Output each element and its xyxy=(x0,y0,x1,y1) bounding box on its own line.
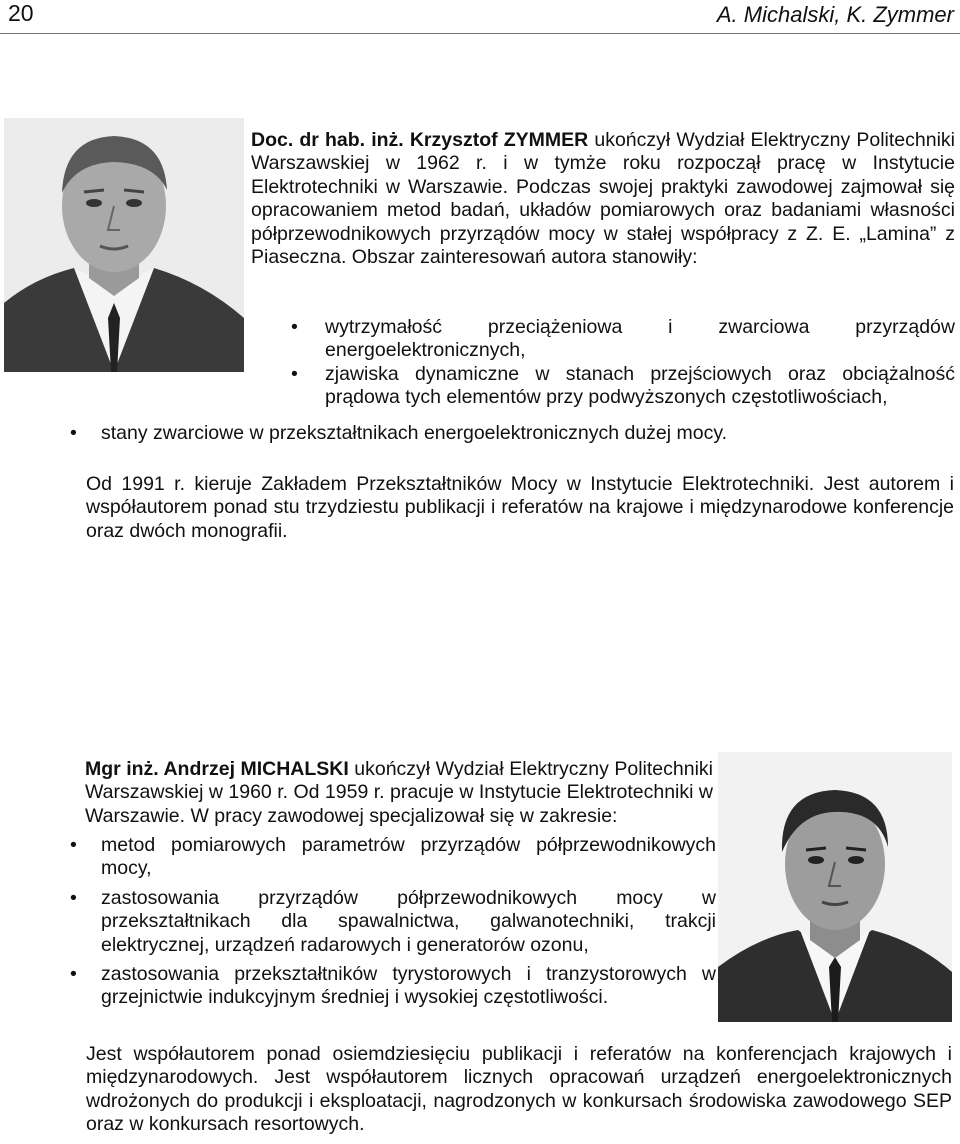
michalski-intro-text: ukończył Wydział Elektryczny Politechniki Warszawskiej w 1960 r. Od 1959 r. pracuje w Instytucie Elektrotechniki w Warszawie. W pracy zawodowej specjalizował się w zakresie: xyxy=(85,758,713,827)
michalski-career-text: Jest współautorem ponad osiemdziesięciu publikacji i referatów na konferencjach krajowych i międzynarodowych. Jest współautorem licznych opracowań urządzeń energoelektronicznych wdrożonych do produkcji i eksploatacji, nagrodzonych w konkursach środowiska zawodowego SEP oraz w konkursach resortowych. xyxy=(86,1043,952,1136)
page-number: 20 xyxy=(8,0,34,26)
zymmer-career-text: Od 1991 r. kieruje Zakładem Przekształtników Mocy w Instytucie Elektrotechniki. Jest autorem i współautorem ponad stu trzydziestu publikacji i referatów na krajowe i międzynarodowe konferencje oraz dwóch monografii. xyxy=(86,473,954,542)
zymmer-intro-text: ukończył Wydział Elektryczny Politechniki Warszawskiej w 1962 r. i w tymże roku rozpoczął pracę w Instytucie Elektrotechniki w Warszawie. Podczas swojej praktyki zawodowej zajmował się opracowaniem metod badań, układów pomiarowych oraz badaniami własności półprzewodnikowych przyrządów mocy w stałej współpracy z Z. E. „Lamina” z Piaseczna. Obszar zainteresowań autora stanowiły: xyxy=(251,129,955,269)
portrait-michalski xyxy=(718,752,952,1022)
list-item: • zastosowania przekształtników tyrystorowych i tranzystorowych w grzejnictwie indukcyjnym średniej i wysokiej częstotliwości. xyxy=(0,963,716,1010)
michalski-name: Mgr inż. Andrzej MICHALSKI xyxy=(85,758,349,780)
list-item-text: stany zwarciowe w przekształtnikach energoelektronicznych dużej mocy. xyxy=(101,422,728,444)
header-rule xyxy=(0,33,960,34)
portrait-michalski-image xyxy=(718,752,952,1022)
zymmer-name: Doc. dr hab. inż. Krzysztof ZYMMER xyxy=(251,129,589,151)
list-item: • metod pomiarowych parametrów przyrządów półprzewodnikowych mocy, xyxy=(0,834,716,881)
running-head-authors: A. Michalski, K. Zymmer xyxy=(716,2,954,27)
michalski-career xyxy=(6,1043,952,1137)
zymmer-intro xyxy=(251,129,955,269)
portrait-zymmer xyxy=(4,118,244,372)
page-header xyxy=(0,0,960,34)
michalski-specializations-list xyxy=(0,834,716,1016)
zymmer-interests-list xyxy=(251,316,955,410)
bullet-icon: • xyxy=(70,422,77,444)
portrait-zymmer-image xyxy=(4,118,244,372)
michalski-intro xyxy=(85,758,713,828)
list-item: • zjawiska dynamiczne w stanach przejściowych oraz obciążalność prądowa tych elementów przy podwyższonych częstotliwościach, xyxy=(251,363,955,410)
list-item: • wytrzymałość przeciążeniowa i zwarciowa przyrządów energoelektronicznych, xyxy=(251,316,955,363)
list-item: • zastosowania przyrządów półprzewodnikowych mocy w przekształtnikach dla spawalnictwa, galwanotechniki, trakcji elektrycznej, urządzeń radarowych i generatorów ozonu, xyxy=(0,887,716,957)
zymmer-career xyxy=(6,473,954,543)
